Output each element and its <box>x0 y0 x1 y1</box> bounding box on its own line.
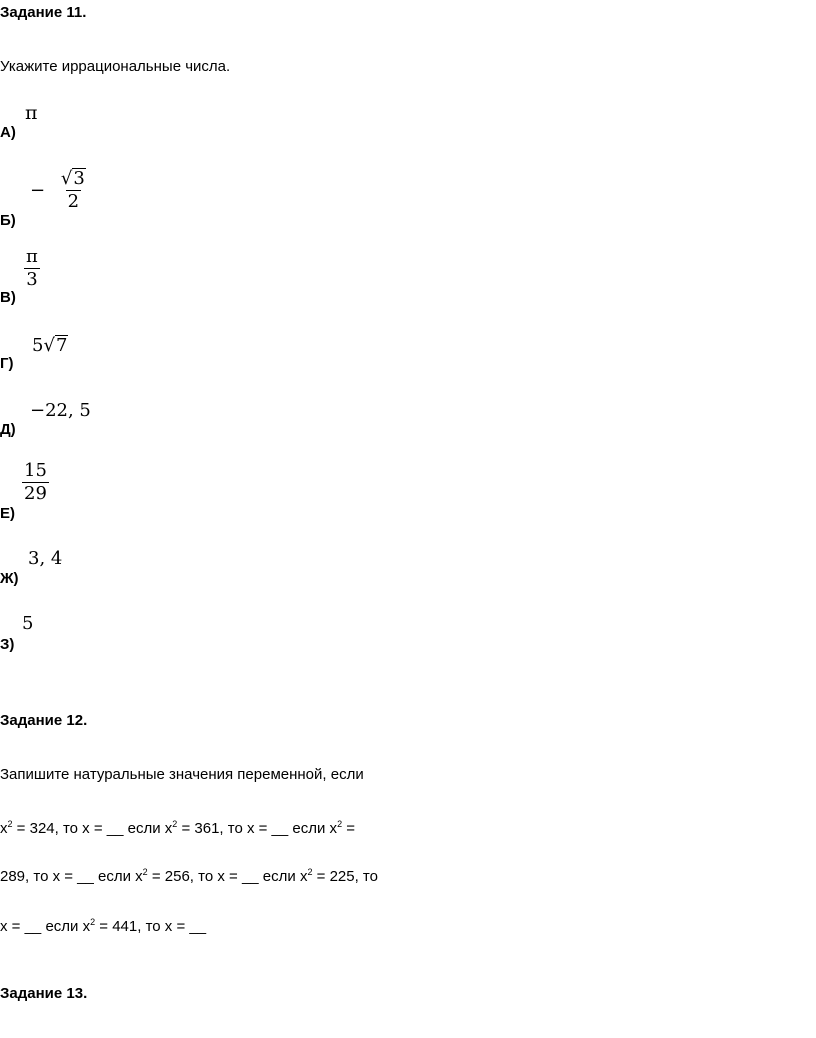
square-root: √ 7 <box>43 335 68 356</box>
fraction <box>22 460 49 505</box>
option-v-label: В) <box>0 289 16 306</box>
task-13-title: Задание 13. <box>0 985 88 1002</box>
task-12-line-1: $x^2 = 324$, то x = __ если $x^2 = 361$, то x = __ если $x^2$ = <box>0 819 356 837</box>
option-e-value <box>22 460 49 505</box>
radicand: 3 <box>73 168 85 189</box>
denominator: 2 <box>67 191 80 212</box>
fraction <box>59 168 88 213</box>
option-zh-value: 3, 4 <box>28 548 63 569</box>
square-root: √ 3 <box>60 168 85 189</box>
option-e-label: Е) <box>0 505 15 522</box>
option-zh-label: Ж) <box>0 570 19 587</box>
option-g-value <box>32 335 68 357</box>
option-z-label: З) <box>0 636 15 653</box>
task-11-prompt: Укажите иррациональные числа. <box>0 58 231 75</box>
minus-sign: − <box>30 180 46 201</box>
numerator: π <box>26 246 38 267</box>
task-12-line-3: x = __ если $x^2 = 441$, то x = __ <box>0 917 207 935</box>
task-12-line-2: 289, то x = __ если $x^2 = 256$, то x = __ если $x^2 = 225$, то <box>0 867 378 885</box>
option-g-label: Г) <box>0 355 14 372</box>
task-12-title: Задание 12. <box>0 712 88 729</box>
option-d-value: −22, 5 <box>30 400 91 421</box>
radicand: 7 <box>55 335 68 356</box>
option-b-label: Б) <box>0 212 16 229</box>
option-a-label: А) <box>0 124 16 141</box>
coefficient: 5 <box>32 335 44 356</box>
option-b-value <box>30 168 88 213</box>
option-v-value <box>24 246 40 291</box>
option-d-label: Д) <box>0 421 16 438</box>
fraction <box>24 246 40 291</box>
option-z-value: 5 <box>22 613 34 634</box>
option-a-value: π <box>25 102 38 124</box>
numerator: 15 <box>24 460 47 481</box>
denominator: 3 <box>26 269 38 290</box>
task-11-title: Задание 11. <box>0 4 87 21</box>
denominator: 29 <box>24 483 47 504</box>
task-12-prompt: Запишите натуральные значения переменной, если <box>0 766 364 783</box>
